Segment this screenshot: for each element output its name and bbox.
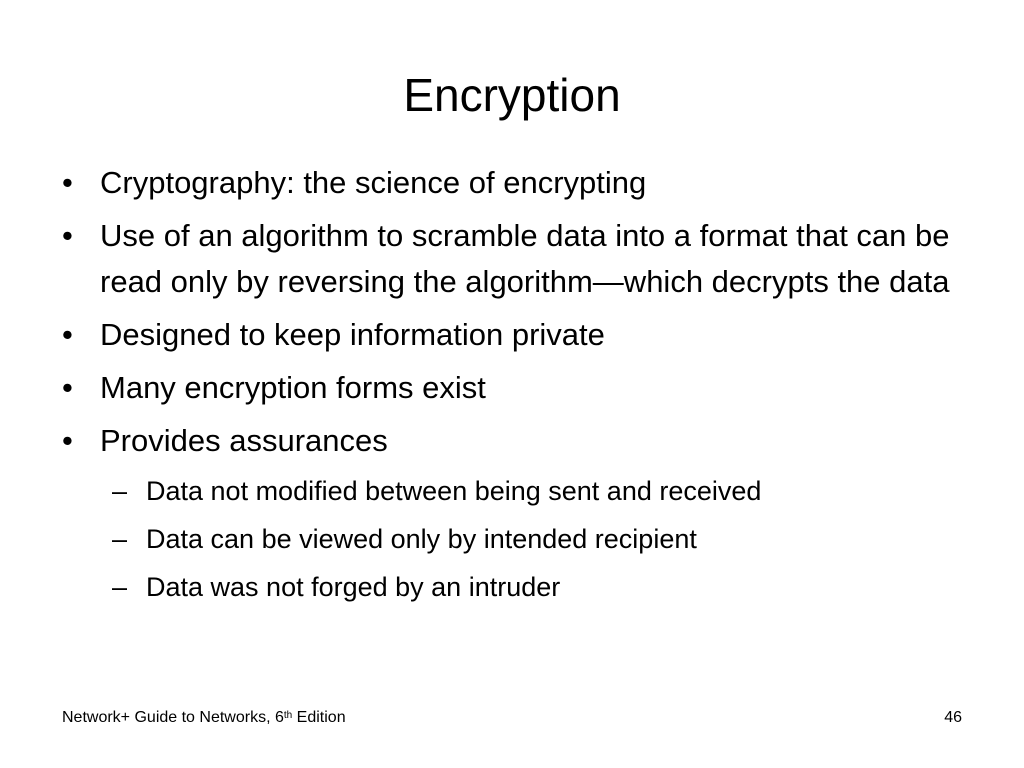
- slide-title: Encryption: [403, 69, 621, 121]
- footer-book-title: [62, 708, 346, 728]
- bullet-text: Cryptography: the science of encrypting: [100, 165, 647, 200]
- bullet-item: [58, 160, 958, 206]
- bullet-text: Use of an algorithm to scramble data into a format that can be read only by reversing the algorithm—which decrypts the data: [100, 218, 950, 299]
- bullet-text: Provides assurances: [100, 423, 388, 458]
- bullet-marker: •: [62, 423, 73, 458]
- bullet-marker: •: [62, 317, 73, 352]
- bullet-item: [58, 365, 958, 411]
- sub-bullet-marker: –: [112, 476, 128, 506]
- bullet-marker: •: [62, 165, 73, 200]
- page-number: 46: [944, 709, 962, 726]
- bullet-item: [58, 213, 958, 305]
- footer-book-title-prefix: Network+ Guide to Networks, 6: [62, 709, 284, 726]
- bullet-item: [58, 418, 958, 464]
- sub-bullet-text: Data was not forged by an intruder: [146, 572, 561, 602]
- bullet-item: [58, 312, 958, 358]
- footer-edition-superscript: th: [283, 710, 293, 721]
- bullet-list: [58, 160, 958, 615]
- sub-bullet-item: [58, 471, 958, 511]
- sub-bullet-item: [58, 567, 958, 607]
- sub-bullet-group: [58, 471, 958, 607]
- bullet-text: Designed to keep information private: [100, 317, 605, 352]
- sub-bullet-marker: –: [112, 524, 128, 554]
- bullet-marker: •: [62, 370, 73, 405]
- bullet-text: Many encryption forms exist: [100, 370, 486, 405]
- sub-bullet-item: [58, 519, 958, 559]
- bullet-marker: •: [62, 218, 73, 253]
- sub-bullet-list: [58, 471, 958, 607]
- sub-bullet-text: Data not modified between being sent and received: [146, 476, 762, 506]
- footer-book-title-suffix: Edition: [292, 709, 346, 726]
- sub-bullet-text: Data can be viewed only by intended recipient: [146, 524, 697, 554]
- sub-bullet-marker: –: [112, 572, 128, 602]
